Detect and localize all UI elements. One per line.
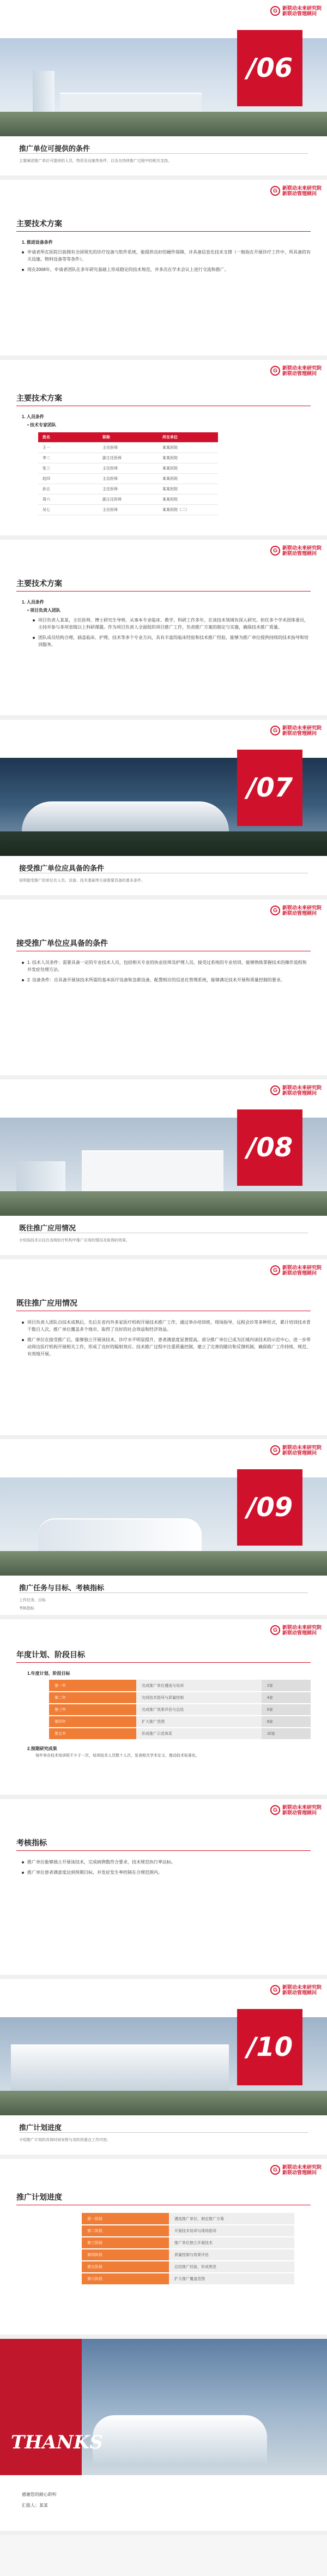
cover-title: 既往推广应用情况 <box>19 1224 76 1232</box>
slide-assessment <box>0 1799 327 1979</box>
logo-line1: 新联动未来研究院 <box>282 545 322 551</box>
logo-line2: 新联动管理顾问 <box>282 2170 317 2175</box>
logo <box>270 5 322 16</box>
bullet-text: 推广单位在接受推广后，能够独立开展该技术，诊疗水平明显提升，患者满意度显著提高。部分推广单位已成为区域内该技术的示范中心，进一步带动周边医疗机构开展相关工作，形成了良好的辐射效应。技术推广过程中注重质量控制，建立了完善的随访和反馈机制，确保推广工作持续、规范、有效地开展。 <box>22 1336 311 1358</box>
building-photo <box>38 1518 202 1551</box>
building-photo <box>33 71 55 114</box>
logo-icon: G <box>270 906 280 915</box>
slide-title: 主要技术方案 <box>16 219 62 228</box>
table-cell: 第三阶段 <box>82 2237 169 2249</box>
slide-tech-plan-1 <box>0 180 327 360</box>
section-number: /09 <box>237 1469 302 1546</box>
bullet-text: 团队成员结构合理，涵盖临床、护理、技术等多个专业方向，具有丰富的临床经验和技术推广经验，能够为推广单位提供持续的技术指导和培训服务。 <box>33 634 311 648</box>
divider <box>16 231 311 232</box>
logo-line1: 新联动未来研究院 <box>282 905 322 910</box>
cover-subtitle: 说明接受推广的单位在人员、设备、技术基础等方面需要具备的基本条件。 <box>19 879 145 883</box>
slide-title: 考核指标 <box>16 1838 47 1847</box>
logo-line2: 新联动管理顾问 <box>282 1450 317 1456</box>
subheading: 1.年度计划、阶段目标 <box>27 1671 70 1676</box>
logo-icon: G <box>270 186 280 196</box>
bullet-text: 1. 技术人员条件：需要具备一定的专业技术人员，包括相关专业的执业医师及护理人员，接受过系统的专业培训，能够熟练掌握技术的操作流程和并发症处理方法。 <box>22 959 311 973</box>
logo-icon: G <box>270 726 280 735</box>
logo <box>270 1265 322 1276</box>
bullet-text: 申请者所在医院目前拥有全国领先的诊疗设备与软件系统，能提供良好的硬件保障，并具备信息化技术支撑（一般指在开展诊疗工作中，所具备的有关设施、物料设备等等条件）。 <box>22 249 311 263</box>
table-row <box>82 2225 294 2237</box>
table-row <box>38 494 218 505</box>
table-cell: 姓名 <box>38 432 98 443</box>
divider <box>19 1592 308 1593</box>
logo-line2: 新联动管理顾问 <box>282 551 317 556</box>
logo-line2: 新联动管理顾问 <box>282 1090 317 1096</box>
table-cell: 吴七 <box>38 505 98 515</box>
logo-icon: G <box>270 366 280 376</box>
section-cover-07 <box>0 720 327 900</box>
table-cell: 2家 <box>262 1680 311 1692</box>
table-row <box>49 1680 311 1692</box>
logo-icon: G <box>270 546 280 556</box>
logo-line1: 新联动未来研究院 <box>282 725 322 731</box>
cover-subtitle: 介绍该技术以往在各级医疗机构中推广应用的情况及取得的效果。 <box>19 1239 130 1242</box>
logo-icon: G <box>270 1445 280 1455</box>
building-photo <box>22 801 229 831</box>
logo <box>270 1085 322 1096</box>
logo <box>270 545 322 556</box>
table-row <box>49 1716 311 1728</box>
cover-title: 推广单位可提供的条件 <box>19 144 90 153</box>
logo-line1: 新联动未来研究院 <box>282 1445 322 1450</box>
building-photo <box>60 93 202 114</box>
section-cover-10 <box>0 1979 327 2159</box>
logo <box>270 725 322 736</box>
section-number: /06 <box>237 30 302 106</box>
table-cell: 某某医院 <box>158 453 218 463</box>
table-cell: 遴选推广单位，制定推广方案 <box>169 2213 294 2225</box>
logo-line1: 新联动未来研究院 <box>282 1805 322 1810</box>
logo <box>270 1984 322 1995</box>
table-cell: 所在单位 <box>158 432 218 443</box>
divider <box>16 1850 311 1851</box>
logo-line1: 新联动未来研究院 <box>282 185 322 191</box>
logo <box>270 1805 322 1815</box>
red-panel <box>0 2339 82 2475</box>
table-row <box>49 1692 311 1704</box>
annual-plan-table <box>49 1680 311 1740</box>
logo-line2: 新联动管理顾问 <box>282 1990 317 1995</box>
logo-line1: 新联动未来研究院 <box>282 1085 322 1090</box>
table-cell: 第三年 <box>49 1704 136 1716</box>
logo-line2: 新联动管理顾问 <box>282 731 317 736</box>
table-cell: 6家 <box>262 1704 311 1716</box>
table-cell: 孙五 <box>38 484 98 494</box>
progress-table <box>82 2213 294 2285</box>
slide-title: 推广计划进度 <box>16 2193 62 2201</box>
logo-line2: 新联动管理顾问 <box>282 11 317 16</box>
subheading: 1. 人员条件 <box>22 600 44 605</box>
table-cell: 某某医院 <box>158 474 218 484</box>
cover-subtitle-2: 考核指标 <box>19 1607 34 1610</box>
table-cell: 副主任医师 <box>98 453 158 463</box>
table-row <box>49 1728 311 1740</box>
logo <box>270 905 322 916</box>
logo-line1: 新联动未来研究院 <box>282 1625 322 1630</box>
table-cell: 开展技术培训与现场指导 <box>169 2225 294 2237</box>
slide-progress <box>0 2159 327 2339</box>
building-photo <box>11 2044 229 2091</box>
paragraph: 每年举办技术培训班不少于一次，培训技术人员数十人次，发表相关学术论文，推动技术标准化。 <box>35 1754 199 1758</box>
table-cell: 某某医院 <box>158 463 218 474</box>
table-cell: 主任医师 <box>98 484 158 494</box>
logo-icon: G <box>270 1085 280 1095</box>
logo-line2: 新联动管理顾问 <box>282 191 317 196</box>
table-row <box>82 2261 294 2273</box>
building-photo <box>82 1150 223 1191</box>
table-row <box>82 2213 294 2225</box>
table-cell: 第四年 <box>49 1716 136 1728</box>
table-cell: 第二年 <box>49 1692 136 1704</box>
bullet-text: 推广单位能够独立开展该技术，完成病例数符合要求，技术规范执行率达标。 <box>22 1859 311 1866</box>
logo <box>270 185 322 196</box>
subheading: • 技术专家团队 <box>27 423 57 427</box>
logo-icon: G <box>270 2165 280 2175</box>
slide-title: 年度计划、阶段目标 <box>16 1650 85 1659</box>
logo <box>270 1625 322 1636</box>
table-cell: 10家 <box>262 1728 311 1740</box>
logo-icon: G <box>270 6 280 16</box>
table-cell: 第五年 <box>49 1728 136 1740</box>
logo-icon: G <box>270 1625 280 1635</box>
cover-subtitle: 主要阐述推广单位可提供的人员、物资及设施等条件，以及在持续推广过程中的相关支持。 <box>19 159 172 163</box>
building-photo <box>0 831 327 856</box>
logo-line2: 新联动管理顾问 <box>282 1810 317 1815</box>
table-cell: 主治医师 <box>98 474 158 484</box>
slide-history <box>0 1259 327 1439</box>
logo-icon: G <box>270 1985 280 1995</box>
table-cell: 某某医院 <box>158 494 218 505</box>
logo <box>270 1445 322 1456</box>
logo-line1: 新联动未来研究院 <box>282 1984 322 1990</box>
table-cell: 第六阶段 <box>82 2273 169 2285</box>
section-number: /10 <box>237 2009 302 2085</box>
cover-subtitle: 介绍推广计划的具体时间安排与各阶段重点工作内容。 <box>19 2138 111 2142</box>
thanks-line1: 感谢您的耐心聆听 <box>22 2492 57 2497</box>
building-photo <box>93 2415 267 2464</box>
thanks-word: THANKS <box>11 2432 103 2453</box>
table-cell: 赵四 <box>38 474 98 484</box>
logo-line1: 新联动未来研究院 <box>282 365 322 371</box>
table-row <box>82 2249 294 2261</box>
table-cell: 王一 <box>38 443 98 453</box>
cover-title: 推广计划进度 <box>19 2123 62 2132</box>
slide-receiver-conditions <box>0 900 327 1079</box>
thanks-line2: 汇报人：某某 <box>22 2503 48 2508</box>
logo <box>270 365 322 376</box>
table-row <box>38 484 218 494</box>
table-row <box>82 2273 294 2285</box>
bullet-text: 项目负责人团队自技术成熟后，先后在省内外多家医疗机构开展技术推广工作，通过举办培训班、现场指导、远程会诊等多种形式，累计培训技术骨干数百人次，推广单位覆盖多个地市，取得了良好的社会效益和经济效益。 <box>22 1319 311 1333</box>
table-cell: 职称 <box>98 432 158 443</box>
cover-subtitle: 工作任务、目标 <box>19 1598 46 1602</box>
table-row <box>38 463 218 474</box>
logo-line2: 新联动管理顾问 <box>282 371 317 376</box>
table-cell: 周六 <box>38 494 98 505</box>
building-photo <box>0 112 327 136</box>
table-row <box>38 453 218 463</box>
divider <box>16 591 311 592</box>
slide-thanks <box>0 2339 327 2535</box>
table-cell: 质量控制与效果评估 <box>169 2249 294 2261</box>
table-cell: 第五阶段 <box>82 2261 169 2273</box>
cover-title: 接受推广单位应具备的条件 <box>19 864 105 872</box>
logo <box>270 2164 322 2175</box>
table-row <box>38 432 218 443</box>
table-cell: 第四阶段 <box>82 2249 169 2261</box>
table-cell: 主任医师 <box>98 505 158 515</box>
table-cell: 主任医师 <box>98 443 158 453</box>
table-cell: 某某医院（二） <box>158 505 218 515</box>
table-cell: 形成推广示范体系 <box>136 1728 262 1740</box>
slide-tech-plan-3 <box>0 540 327 720</box>
section-cover-09 <box>0 1439 327 1619</box>
section-number: /08 <box>237 1109 302 1186</box>
logo-icon: G <box>270 1265 280 1275</box>
table-cell: 某某医院 <box>158 484 218 494</box>
slide-annual-plan <box>0 1619 327 1799</box>
bullet-text: 推广单位患者满意度达到预期目标，并发症发生率控制在合理范围内。 <box>22 1869 311 1876</box>
table-row <box>38 505 218 515</box>
table-cell: 推广单位独立开展技术 <box>169 2237 294 2249</box>
building-photo <box>16 1161 65 1191</box>
table-cell: 完成技术指导与质量控制 <box>136 1692 262 1704</box>
table-cell: 张三 <box>38 463 98 474</box>
slide-title: 主要技术方案 <box>16 394 62 402</box>
table-row <box>49 1704 311 1716</box>
slide-title: 接受推广单位应具备的条件 <box>16 939 108 948</box>
table-cell: 总结推广经验，形成规范 <box>169 2261 294 2273</box>
table-cell: 4家 <box>262 1692 311 1704</box>
table-row <box>82 2237 294 2249</box>
building-photo <box>0 1191 327 1216</box>
subheading: • 项目负责人团队 <box>27 608 61 613</box>
divider <box>16 1662 311 1663</box>
slide-title: 主要技术方案 <box>16 579 62 588</box>
table-cell: 完成推广单位遴选与培训 <box>136 1680 262 1692</box>
logo-line1: 新联动未来研究院 <box>282 2164 322 2170</box>
table-cell: 完成推广效果评估与总结 <box>136 1704 262 1716</box>
slide-tech-plan-2 <box>0 360 327 540</box>
logo-line2: 新联动管理顾问 <box>282 910 317 916</box>
slide-title: 既往推广应用情况 <box>16 1299 77 1307</box>
section-number: /07 <box>237 750 302 826</box>
logo-line1: 新联动未来研究院 <box>282 1265 322 1270</box>
table-cell: 副主任医师 <box>98 494 158 505</box>
section-cover-08 <box>0 1079 327 1259</box>
bullet-text: 2. 设备条件：应具备开展该技术所需的基本医疗设备和急救设备，配置相应的信息化管理系统，能够满足技术开展和质量控制的要求。 <box>22 976 311 984</box>
divider <box>19 2132 308 2133</box>
logo-line1: 新联动未来研究院 <box>282 5 322 11</box>
logo-icon: G <box>270 1805 280 1815</box>
table-cell: 李二 <box>38 453 98 463</box>
subheading: 1. 推进设备条件 <box>22 240 53 245</box>
table-row <box>38 443 218 453</box>
section-cover-06 <box>0 0 327 180</box>
table-cell: 扩大推广范围 <box>136 1716 262 1728</box>
table-cell: 扩大推广覆盖范围 <box>169 2273 294 2285</box>
building-photo <box>0 2091 327 2115</box>
building-photo <box>0 1551 327 1576</box>
expert-table <box>38 432 218 515</box>
logo-line2: 新联动管理顾问 <box>282 1270 317 1276</box>
table-cell: 主任医师 <box>98 463 158 474</box>
bullet-text: 现在2008年，申请者团队在多年研究基础上形成稳定的技术规范，并多次在学术会议上进行交流和推广。 <box>22 266 311 273</box>
table-cell: 8家 <box>262 1716 311 1728</box>
table-cell: 第一阶段 <box>82 2213 169 2225</box>
logo-line2: 新联动管理顾问 <box>282 1630 317 1636</box>
bullet-text: 项目负责人某某，主任医师、博士研究生导师，从事本专业临床、教学、科研工作多年，在该技术领域有深入研究。担任多个学术团体委员，主持并参与多项省级以上科研课题。作为项目负责人全面组织项目推广工作，负责推广方案的制定与实施，确保技术推广质量。 <box>33 617 311 631</box>
table-cell: 第二阶段 <box>82 2225 169 2237</box>
table-row <box>38 474 218 484</box>
subheading: 2.预期研究成果 <box>27 1746 57 1751</box>
subheading: 1. 人员条件 <box>22 414 44 419</box>
cover-title: 推广任务与目标、考核指标 <box>19 1584 105 1592</box>
table-cell: 第一年 <box>49 1680 136 1692</box>
divider <box>19 153 308 154</box>
table-cell: 某某医院 <box>158 443 218 453</box>
